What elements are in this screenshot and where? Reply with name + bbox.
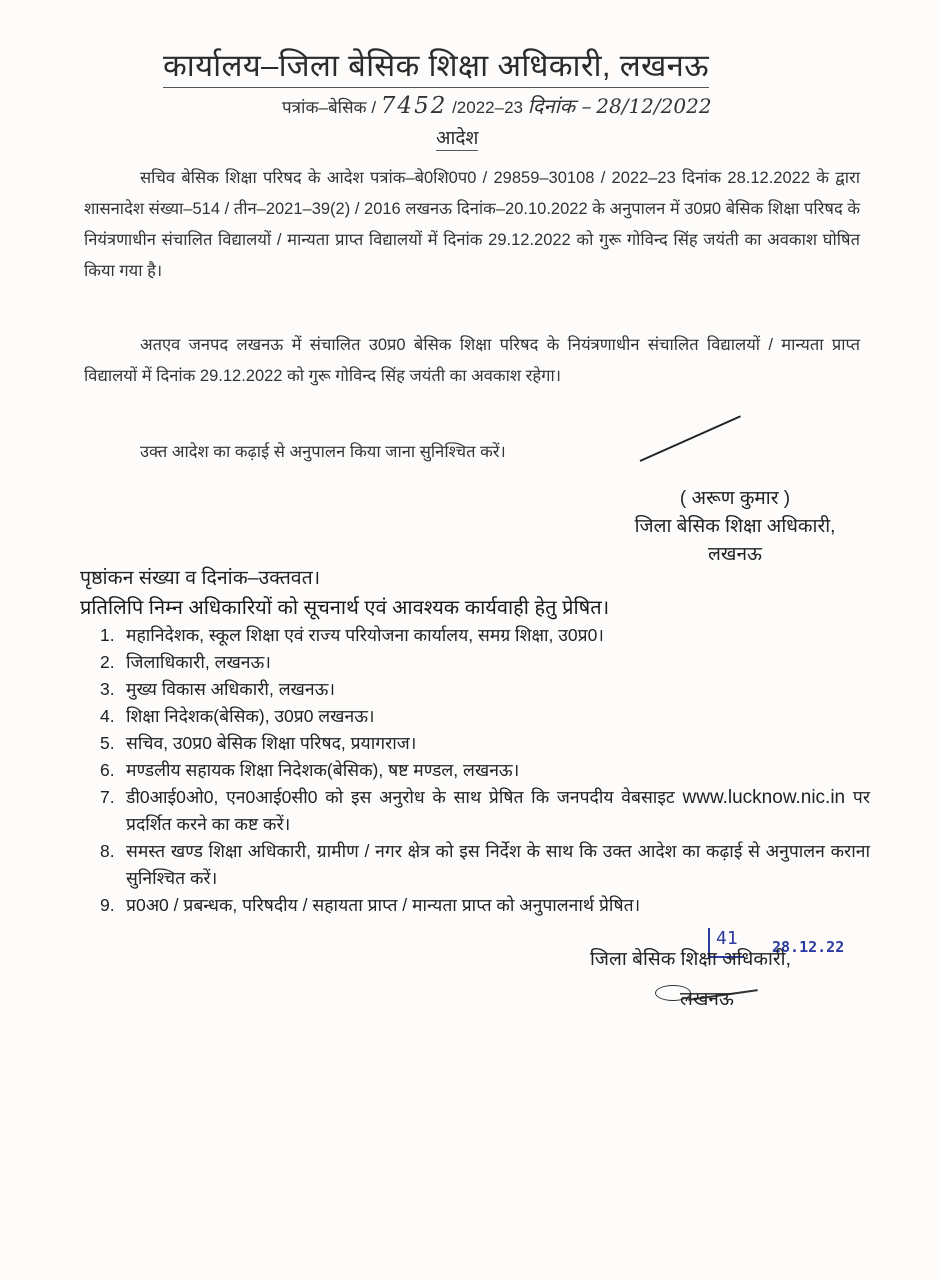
endorsement-line: पृष्ठांकन संख्या व दिनांक–उक्तवत। (80, 567, 321, 589)
signatory-city: लखनऊ (708, 544, 762, 565)
list-item (100, 784, 870, 838)
website-link[interactable]: www.lucknow.nic.in (682, 787, 846, 808)
signature-block (600, 485, 870, 569)
list-item (100, 892, 870, 919)
item-number: 4. (100, 706, 115, 726)
item-text: प्र0अ0 / प्रबन्धक, परिषदीय / सहायता प्राप्त / मान्यता प्राप्त को अनुपालनार्थ प्रेषित। (126, 895, 641, 915)
item-text-part: पर प्रदर्शित करने का कष्ट करें। (126, 787, 870, 834)
item-text-part: डी0आई0ओ0, एन0आई0सी0 को इस अनुरोध के साथ प्रेषित कि जनपदीय वेबसाइट (126, 787, 675, 807)
paragraph-1 (84, 163, 860, 287)
list-item (100, 649, 870, 676)
office-title: कार्यालय–जिला बेसिक शिक्षा अधिकारी, लखनऊ (163, 44, 709, 88)
item-text: शिक्षा निदेशक(बेसिक), उ0प्र0 लखनऊ। (126, 706, 375, 726)
endorsement-signatory-designation: जिला बेसिक शिक्षा अधिकारी, (590, 949, 791, 970)
item-number: 5. (100, 733, 115, 753)
signatory-name: ( अरूण कुमार ) (679, 488, 791, 509)
list-item (100, 730, 870, 757)
paragraph-3 (84, 437, 860, 468)
paragraph-2-text: अतएव जनपद लखनऊ में संचालित उ0प्र0 बेसिक शिक्षा परिषद के नियंत्रणाधीन संचालित विद्यालयों / मान्यता प्राप्त विद्यालयों में दिनांक 29.12.2022 को गुरू गोविन्द सिंह जयंती का अवकाश रहेगा। (84, 336, 860, 385)
item-number: 3. (100, 679, 115, 699)
reference-line (282, 92, 712, 119)
item-text: मुख्य विकास अधिकारी, लखनऊ। (126, 679, 335, 699)
item-text: मण्डलीय सहायक शिक्षा निदेशक(बेसिक), षष्ट मण्डल, लखनऊ। (126, 760, 520, 780)
item-text (126, 784, 870, 838)
list-item (100, 622, 870, 649)
item-text: महानिदेशक, स्कूल शिक्षा एवं राज्य परियोजना कार्यालय, समग्र शिक्षा, उ0प्र0। (126, 625, 604, 645)
paragraph-1-text: सचिव बेसिक शिक्षा परिषद के आदेश पत्रांक–बे0शि0प0 / 29859–30108 / 2022–23 दिनांक 28.12.2022 के द्वारा शासनादेश संख्या–514 / तीन–2021–39(2) / 2016 लखनऊ दिनांक–20.10.2022 के अनुपालन में उ0प्र0 बेसिक शिक्षा परिषद के नियंत्रणाधीन संचालित विद्यालयों / मान्यता प्राप्त विद्यालयों में दिनांक 29.12.2022 को गुरू गोविन्द सिंह जयंती का अवकाश घोषित किया गया है। (84, 169, 860, 280)
list-item (100, 676, 870, 703)
order-title: आदेश (436, 124, 478, 151)
ref-number-handwritten: 7452 (380, 93, 448, 119)
date-handwritten: 28/12/2022 (596, 94, 712, 118)
item-text: समस्त खण्ड शिक्षा अधिकारी, ग्रामीण / नगर क्षेत्र को इस निर्देश के साथ कि उक्त आदेश का कढ़ाई से अनुपालन कराना सुनिश्चित करें। (126, 841, 870, 888)
item-number: 1. (100, 625, 115, 645)
copy-heading: प्रतिलिपि निम्न अधिकारियों को सूचनार्थ एवं आवश्यक कार्यवाही हेतु प्रेषित। (80, 597, 610, 619)
paragraph-3-text: उक्त आदेश का कढ़ाई से अनुपालन किया जाना सुनिश्चित करें। (140, 443, 506, 461)
item-number: 8. (100, 841, 115, 861)
item-text: जिलाधिकारी, लखनऊ। (126, 652, 271, 672)
handwritten-initials: 41 (708, 928, 744, 958)
handwritten-date: 28.12.22 (772, 938, 845, 956)
item-number: 7. (100, 787, 115, 807)
item-text: सचिव, उ0प्र0 बेसिक शिक्षा परिषद, प्रयागराज। (126, 733, 417, 753)
endorsement-signatory-city: लखनऊ (680, 989, 734, 1010)
signatory-designation: जिला बेसिक शिक्षा अधिकारी, (634, 516, 836, 537)
paragraph-2 (84, 330, 860, 392)
list-item (100, 703, 870, 730)
ref-year: /2022–23 (452, 98, 523, 117)
item-number: 6. (100, 760, 115, 780)
list-item (100, 757, 870, 784)
item-number: 9. (100, 895, 115, 915)
recipient-list (100, 622, 870, 919)
list-item (100, 838, 870, 892)
ref-prefix: पत्रांक–बेसिक / (282, 98, 377, 117)
item-number: 2. (100, 652, 115, 672)
date-label-handwritten: दिनांक – (527, 94, 592, 118)
